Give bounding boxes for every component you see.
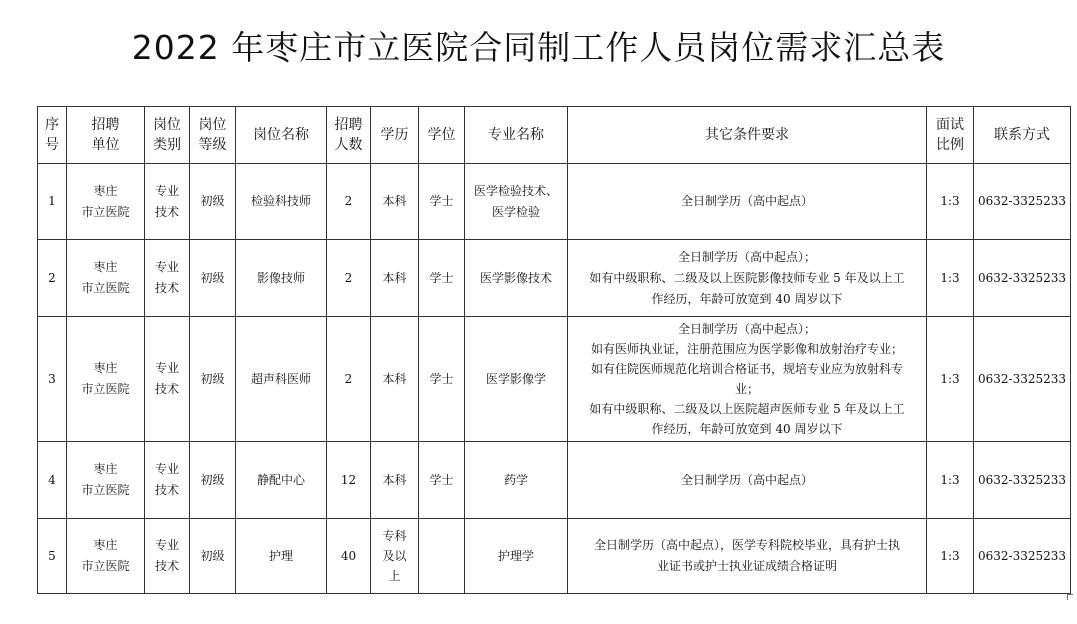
cell-degree: 学士 xyxy=(419,164,465,240)
cell-count: 2 xyxy=(327,317,371,442)
cell-category: 专业 技术 xyxy=(145,519,190,594)
table-row xyxy=(38,240,1071,317)
cell-position: 检验科技师 xyxy=(236,164,327,240)
cell-contact: 0632-3325233 xyxy=(974,519,1071,594)
cell-degree xyxy=(419,519,465,594)
cell-major: 医学影像学 xyxy=(465,317,568,442)
header-contact: 联系方式 xyxy=(974,107,1071,164)
cell-major: 护理学 xyxy=(465,519,568,594)
cell-ratio: 1:3 xyxy=(927,240,974,317)
cell-ratio: 1:3 xyxy=(927,442,974,519)
cell-education: 本科 xyxy=(371,240,419,317)
cell-major: 药学 xyxy=(465,442,568,519)
cell-requirements: 全日制学历（高中起点） xyxy=(568,164,927,240)
cell-contact: 0632-3325233 xyxy=(974,240,1071,317)
position-requirements-table xyxy=(37,106,1071,594)
table-row xyxy=(38,519,1071,594)
cell-level: 初级 xyxy=(190,317,236,442)
table-header-row xyxy=(38,107,1071,164)
cell-level: 初级 xyxy=(190,164,236,240)
cell-no: 2 xyxy=(38,240,67,317)
cell-degree: 学士 xyxy=(419,442,465,519)
cell-position: 影像技师 xyxy=(236,240,327,317)
page-title: 2022 年枣庄市立医院合同制工作人员岗位需求汇总表 xyxy=(131,28,946,67)
cell-requirements: 全日制学历（高中起点）； 如有中级职称、二级及以上医院影像技师专业 5 年及以上工 作经历，年龄可放宽到 40 周岁以下 xyxy=(568,240,927,317)
cell-unit: 枣庄 市立医院 xyxy=(67,317,145,442)
cell-requirements: 全日制学历（高中起点），医学专科院校毕业，具有护士执 业证书或护士执业证成绩合格证明 xyxy=(568,519,927,594)
cell-education: 本科 xyxy=(371,164,419,240)
header-ratio: 面试 比例 xyxy=(927,107,974,164)
cell-unit: 枣庄 市立医院 xyxy=(67,519,145,594)
cell-category: 专业 技术 xyxy=(145,317,190,442)
cell-major: 医学影像技术 xyxy=(465,240,568,317)
cell-category: 专业 技术 xyxy=(145,164,190,240)
cell-no: 4 xyxy=(38,442,67,519)
cell-ratio: 1:3 xyxy=(927,164,974,240)
cell-ratio: 1:3 xyxy=(927,519,974,594)
cell-no: 1 xyxy=(38,164,67,240)
header-count: 招聘 人数 xyxy=(327,107,371,164)
header-position: 岗位名称 xyxy=(236,107,327,164)
cell-level: 初级 xyxy=(190,240,236,317)
cell-unit: 枣庄 市立医院 xyxy=(67,442,145,519)
cell-no: 5 xyxy=(38,519,67,594)
header-education: 学历 xyxy=(371,107,419,164)
cell-contact: 0632-3325233 xyxy=(974,164,1071,240)
cell-position: 静配中心 xyxy=(236,442,327,519)
cell-level: 初级 xyxy=(190,442,236,519)
cell-count: 2 xyxy=(327,240,371,317)
cell-unit: 枣庄 市立医院 xyxy=(67,240,145,317)
header-degree: 学位 xyxy=(419,107,465,164)
header-unit: 招聘 单位 xyxy=(67,107,145,164)
cell-position: 超声科医师 xyxy=(236,317,327,442)
header-level: 岗位 等级 xyxy=(190,107,236,164)
header-major: 专业名称 xyxy=(465,107,568,164)
cell-unit: 枣庄 市立医院 xyxy=(67,164,145,240)
cell-no: 3 xyxy=(38,317,67,442)
cell-category: 专业 技术 xyxy=(145,442,190,519)
table-row xyxy=(38,164,1071,240)
header-category: 岗位 类别 xyxy=(145,107,190,164)
cell-education: 本科 xyxy=(371,317,419,442)
cell-degree: 学士 xyxy=(419,240,465,317)
cell-education: 本科 xyxy=(371,442,419,519)
cell-category: 专业 技术 xyxy=(145,240,190,317)
cell-contact: 0632-3325233 xyxy=(974,317,1071,442)
page-corner-mark xyxy=(1067,594,1073,600)
cell-education: 专科 及以 上 xyxy=(371,519,419,594)
cell-requirements: 全日制学历（高中起点） xyxy=(568,442,927,519)
cell-count: 40 xyxy=(327,519,371,594)
cell-major: 医学检验技术、 医学检验 xyxy=(465,164,568,240)
cell-position: 护理 xyxy=(236,519,327,594)
header-no: 序 号 xyxy=(38,107,67,164)
cell-count: 12 xyxy=(327,442,371,519)
cell-requirements: 全日制学历（高中起点）； 如有医师执业证，注册范围应为医学影像和放射治疗专业； 如有住院医师规范化培训合格证书，规培专业应为放射科专 业； 如有中级职称、二级及以上医院超声医师专业 5 年及以上工 作经历，年龄可放宽到 40 周岁以下 xyxy=(568,317,927,442)
cell-ratio: 1:3 xyxy=(927,317,974,442)
cell-level: 初级 xyxy=(190,519,236,594)
cell-degree: 学士 xyxy=(419,317,465,442)
table-row xyxy=(38,317,1071,442)
header-requirements: 其它条件要求 xyxy=(568,107,927,164)
table-row xyxy=(38,442,1071,519)
cell-count: 2 xyxy=(327,164,371,240)
cell-contact: 0632-3325233 xyxy=(974,442,1071,519)
